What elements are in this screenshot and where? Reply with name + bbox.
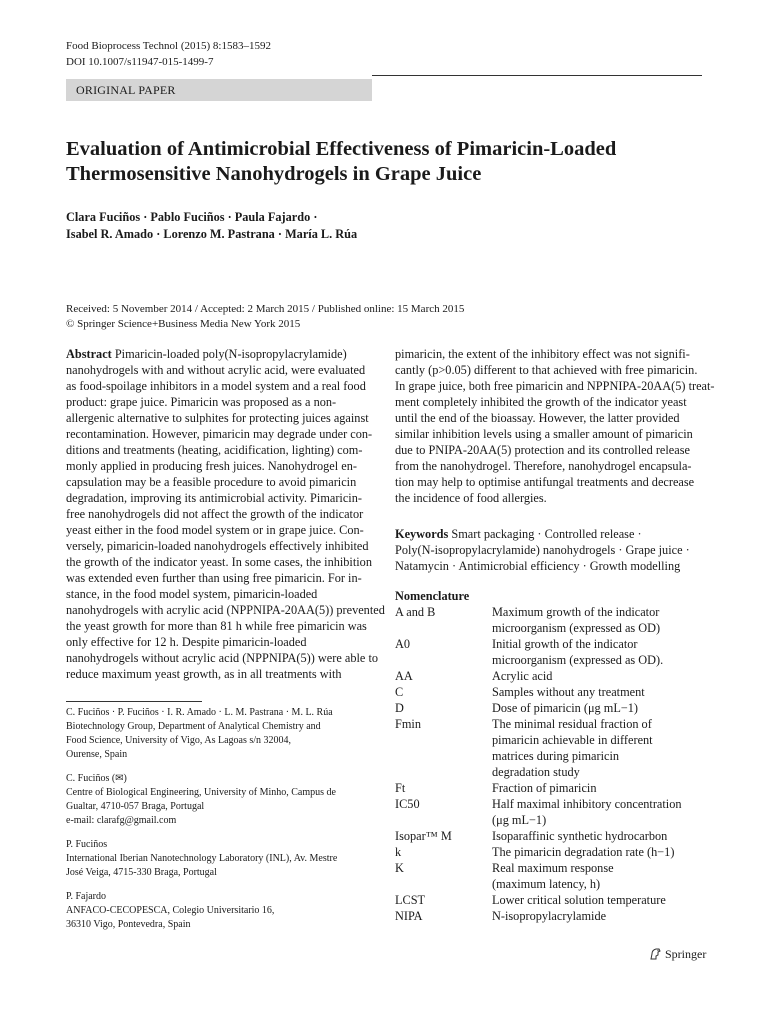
nomenclature-section: [395, 588, 705, 924]
abstract-line: the yeast growth for more than 81 h while free pimaricin was: [66, 619, 367, 633]
affiliation-line: Ourense, Spain: [66, 749, 128, 760]
nomenclature-table: [395, 604, 705, 924]
affiliations: [66, 706, 376, 932]
footnote-rule: [66, 701, 202, 702]
nomenclature-term: Isopar™ M: [395, 829, 452, 843]
nomenclature-row: [395, 684, 705, 700]
abstract-line: pimaricin, the extent of the inhibitory effect was not signifi-: [395, 347, 690, 361]
affiliation-line: 36310 Vigo, Pontevedra, Spain: [66, 919, 191, 930]
nomenclature-definition: [492, 828, 705, 844]
definition-line: Dose of pimaricin (μg mL−1): [492, 701, 639, 715]
affiliation-line: José Veiga, 4715-330 Braga, Portugal: [66, 867, 217, 878]
affiliation-block: [66, 890, 376, 932]
title-line: Evaluation of Antimicrobial Effectiveness of Pimaricin-Loaded: [66, 138, 617, 160]
keywords-line: Poly(N-isopropylacrylamide) nanohydrogels · Grape juice ·: [395, 543, 690, 557]
definition-line: (μg mL−1): [492, 813, 547, 827]
nomenclature-row: [395, 796, 705, 828]
nomenclature-definition: [492, 844, 705, 860]
abstract-first-line: [66, 346, 373, 362]
definition-line: microorganism (expressed as OD).: [492, 653, 664, 667]
abstract-line: as food-spoilage inhibitors in a model system and a real food: [66, 379, 366, 393]
affiliation-line: P. Fajardo: [66, 891, 106, 902]
nomenclature-term: C: [395, 685, 404, 699]
definition-line: degradation study: [492, 765, 580, 779]
paper-title: [66, 137, 706, 187]
nomenclature-term: LCST: [395, 893, 426, 907]
affiliation-block: [66, 772, 376, 828]
definition-line: Acrylic acid: [492, 669, 553, 683]
affiliation-line: International Iberian Nanotechnology Laboratory (INL), Av. Mestre: [66, 853, 338, 864]
abstract-line: similar inhibition levels using a smaller amount of pimaricin: [395, 427, 693, 441]
nomenclature-row: [395, 844, 705, 860]
keywords-label: Keywords: [395, 527, 449, 541]
nomenclature-definition: [492, 604, 705, 636]
abstract-line: was extended even further than using free pimaricin. For in-: [66, 571, 362, 585]
nomenclature-term: K: [395, 861, 404, 875]
abstract-line: ment completely inhibited the growth of the indicator yeast: [395, 395, 687, 409]
nomenclature-row: [395, 604, 705, 636]
abstract-line: stance, in the food model system, pimaricin-loaded: [66, 587, 318, 601]
copyright-line: © Springer Science+Business Media New York 2015: [66, 318, 301, 330]
definition-line: (maximum latency, h): [492, 877, 601, 891]
definition-line: Half maximal inhibitory concentration: [492, 797, 682, 811]
nomenclature-title: Nomenclature: [395, 589, 470, 603]
abstract-left-column: [66, 346, 385, 682]
nomenclature-definition: [492, 636, 705, 668]
abstract-line: Pimaricin-loaded poly(N-isopropylacrylamide): [114, 347, 347, 361]
publisher-name: Springer: [665, 947, 707, 961]
affiliation-line: Centre of Biological Engineering, University of Minho, Campus de: [66, 787, 336, 798]
nomenclature-row: [395, 780, 705, 796]
abstract-right-column: [395, 346, 715, 574]
nomenclature-row: [395, 828, 705, 844]
abstract-label: Abstract: [66, 347, 112, 361]
nomenclature-definition: [492, 700, 705, 716]
definition-line: microorganism (expressed as OD): [492, 621, 661, 635]
abstract-line: the incidence of food allergies.: [395, 491, 547, 505]
nomenclature-definition: [492, 684, 705, 700]
definition-line: Initial growth of the indicator: [492, 637, 638, 651]
abstract-line: from the nanohydrogel. Therefore, nanohydrogel encapsula-: [395, 459, 692, 473]
keywords-first-line: [395, 526, 702, 542]
abstract-line: free nanohydrogels did not affect the growth of the indicator: [66, 507, 364, 521]
springer-horse-icon: [648, 947, 662, 961]
article-type-badge: ORIGINAL PAPER: [66, 79, 372, 101]
journal-citation: [66, 38, 271, 70]
nomenclature-term: Fmin: [395, 717, 421, 731]
nomenclature-row: [395, 700, 705, 716]
abstract-line: allergenic alternative to sulphites for protecting juices against: [66, 411, 369, 425]
nomenclature-definition: [492, 796, 705, 828]
definition-line: Isoparaffinic synthetic hydrocarbon: [492, 829, 668, 843]
abstract-line: ditions and treatments (heating, acidification, lighting) com-: [66, 443, 363, 457]
keywords-line: Smart packaging · Controlled release ·: [451, 527, 642, 541]
abstract-line: reduce maximum yeast growth, as in all treatments with: [66, 667, 342, 681]
nomenclature-row: [395, 636, 705, 668]
nomenclature-definition: [492, 780, 705, 796]
nomenclature-definition: [492, 668, 705, 684]
affiliation-block: [66, 838, 376, 880]
abstract-line: yeast either in the food model system or in grape juice. Con-: [66, 523, 364, 537]
publication-dates: [66, 302, 464, 332]
definition-line: Fraction of pimaricin: [492, 781, 597, 795]
abstract-line: nanohydrogels without acrylic acid (NPPNIPA(5)) were able to: [66, 651, 379, 665]
nomenclature-term: A and B: [395, 605, 436, 619]
publisher-logo: [648, 946, 706, 962]
abstract-line: In grape juice, both free pimaricin and NPPNIPA-20AA(5) treat-: [395, 379, 715, 393]
title-line: Thermosensitive Nanohydrogels in Grape Juice: [66, 163, 482, 185]
affiliation-line: C. Fuciños (✉): [66, 773, 127, 784]
abstract-line: nanohydrogels with acrylic acid (NPPNIPA-20AA(5)) prevented: [66, 603, 385, 617]
definition-line: The minimal residual fraction of: [492, 717, 652, 731]
abstract-line: due to PNIPA-20AA(5) protection and its controlled release: [395, 443, 690, 457]
abstract-line: monly applied in producing fresh juices. Nanohydrogel en-: [66, 459, 357, 473]
email-line[interactable]: e-mail: clarafg@gmail.com: [66, 815, 177, 826]
abstract-line: the growth of the indicator yeast. In some cases, the inhibition: [66, 555, 372, 569]
affiliation-line: C. Fuciños · P. Fuciños · I. R. Amado · L. M. Pastrana · M. L. Rúa: [66, 707, 333, 718]
nomenclature-row: [395, 716, 705, 780]
affiliation-line: Biotechnology Group, Department of Analytical Chemistry and: [66, 721, 321, 732]
nomenclature-row: [395, 860, 705, 892]
nomenclature-term: Ft: [395, 781, 406, 795]
abstract-line: tion may help to optimise antifungal treatments and decrease: [395, 475, 695, 489]
abstract-line: versely, pimaricin-loaded nanohydrogels effectively inhibited: [66, 539, 369, 553]
nomenclature-term: IC50: [395, 797, 420, 811]
keywords-line: Natamycin · Antimicrobial efficiency · Growth modelling: [395, 559, 681, 573]
nomenclature-row: [395, 892, 705, 908]
definition-line: Maximum growth of the indicator: [492, 605, 660, 619]
definition-line: Real maximum response: [492, 861, 614, 875]
abstract-line: nanohydrogels with and without acrylic acid, were evaluated: [66, 363, 366, 377]
definition-line: N-isopropylacrylamide: [492, 909, 607, 923]
nomenclature-term: A0: [395, 637, 411, 651]
affiliation-line: Food Science, University of Vigo, As Lagoas s/n 32004,: [66, 735, 292, 746]
nomenclature-definition: [492, 716, 705, 780]
author-line: Isabel R. Amado · Lorenzo M. Pastrana · María L. Rúa: [66, 227, 358, 241]
abstract-line: product: grape juice. Pimaricin was proposed as a non-: [66, 395, 337, 409]
nomenclature-definition: [492, 908, 705, 924]
definition-line: Lower critical solution temperature: [492, 893, 666, 907]
doi-line: DOI 10.1007/s11947-015-1499-7: [66, 56, 214, 68]
definition-line: Samples without any treatment: [492, 685, 645, 699]
affiliation-line: Gualtar, 4710-057 Braga, Portugal: [66, 801, 205, 812]
header-rule: [372, 75, 702, 76]
definition-line: The pimaricin degradation rate (h−1): [492, 845, 675, 859]
affiliation-line: P. Fuciños: [66, 839, 108, 850]
affiliation-line: ANFACO-CECOPESCA, Colegio Universitario 16,: [66, 905, 275, 916]
nomenclature-row: [395, 908, 705, 924]
definition-line: matrices during pimaricin: [492, 749, 620, 763]
abstract-line: until the end of the bioassay. However, the latter provided: [395, 411, 680, 425]
nomenclature-term: NIPA: [395, 909, 423, 923]
abstract-line: degradation, improving its antimicrobial activity. Pimaricin-: [66, 491, 362, 505]
nomenclature-term: k: [395, 845, 402, 859]
abstract-line: only effective for 12 h. Despite pimaricin-loaded: [66, 635, 307, 649]
author-line: Clara Fuciños · Pablo Fuciños · Paula Fajardo ·: [66, 210, 318, 224]
definition-line: pimaricin achievable in different: [492, 733, 653, 747]
author-list: [66, 209, 357, 243]
journal-line: Food Bioprocess Technol (2015) 8:1583–1592: [66, 40, 271, 52]
nomenclature-definition: [492, 892, 705, 908]
dates-line: Received: 5 November 2014 / Accepted: 2 March 2015 / Published online: 15 March 2015: [66, 303, 465, 315]
nomenclature-term: D: [395, 701, 404, 715]
abstract-line: recontamination. However, pimaricin may degrade under con-: [66, 427, 373, 441]
abstract-line: cantly (p>0.05) different to that achieved with free pimaricin.: [395, 363, 698, 377]
abstract-line: capsulation may be a feasible procedure to avoid pimaricin: [66, 475, 357, 489]
nomenclature-definition: [492, 860, 705, 892]
nomenclature-term: AA: [395, 669, 413, 683]
nomenclature-row: [395, 668, 705, 684]
affiliation-block: [66, 706, 376, 762]
